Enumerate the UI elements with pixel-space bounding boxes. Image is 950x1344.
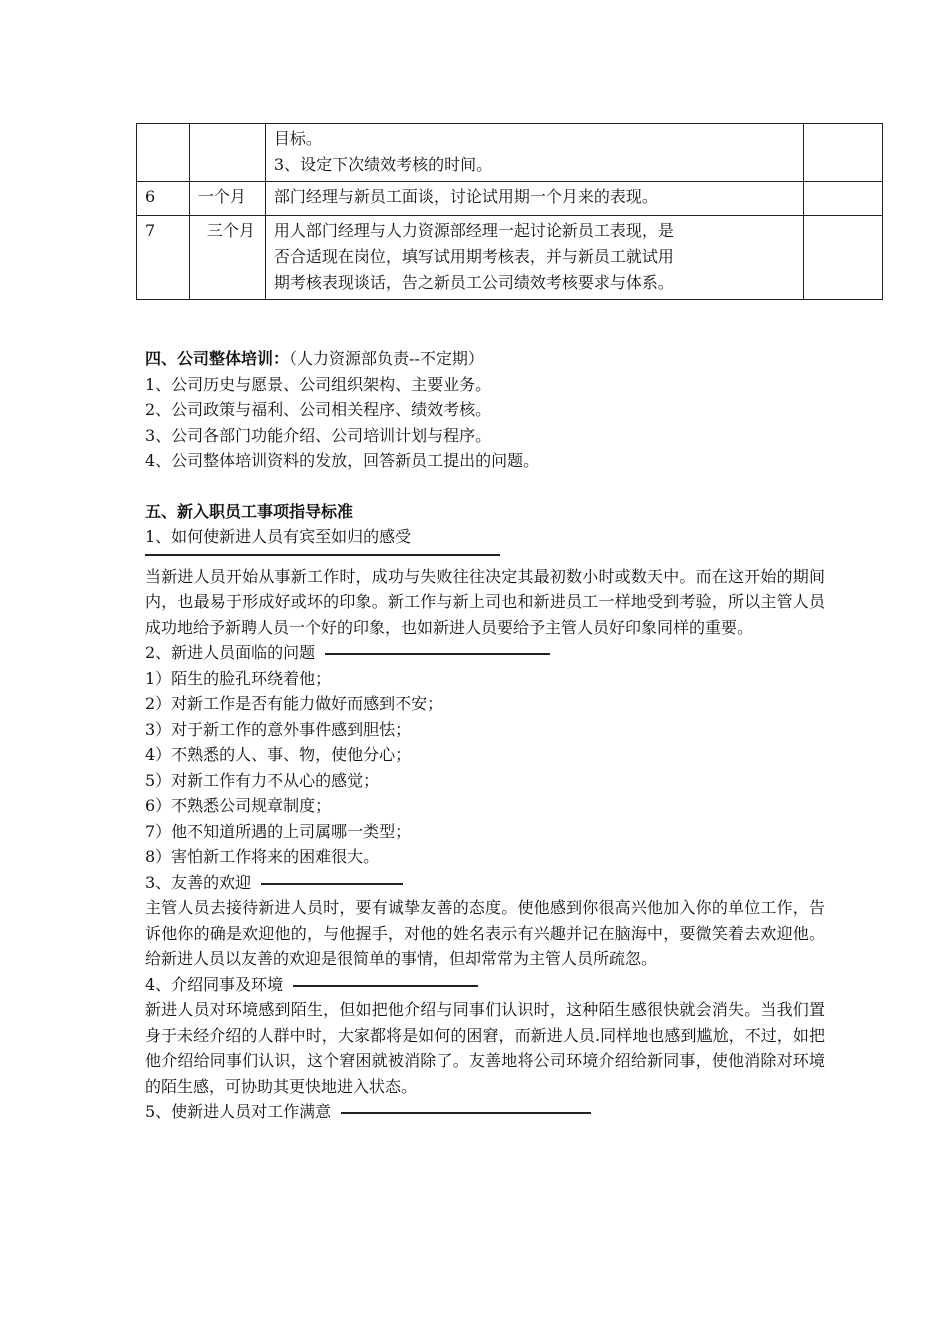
list-item: 8）害怕新工作将来的困难很大。 bbox=[145, 847, 380, 866]
onboarding-schedule-table bbox=[136, 123, 883, 300]
row-period: 三个月 bbox=[189, 216, 265, 300]
paragraph-3: 主管人员去接待新进人员时，要有诚挚友善的态度。使他感到你很高兴他加入你的单位工作，告诉他你的确是欢迎他的，与他握手，对他的姓名表示有兴趣并记在脑海中，要微笑着去欢迎他。给新进人员以友善的欢迎是很简单的事情，但却常常为主管人员所疏忽。 bbox=[145, 898, 825, 968]
list-item: 1、公司历史与愿景、公司组织架构、主要业务。 bbox=[145, 374, 492, 394]
list-item: 2、公司政策与福利、公司相关程序、绩效考核。 bbox=[145, 400, 492, 419]
row-note bbox=[803, 124, 882, 182]
list-item: 1）陌生的脸孔环绕着他； bbox=[145, 668, 332, 688]
paragraph-4: 新进人员对环境感到陌生，但如把他介绍与同事们认识时，这种陌生感很快就会消失。当我们置身于未经介绍的人群中时，大家都将是如何的困窘，而新进人员.同样地也感到尴尬，不过，如把他介绍给同事们认识，这个窘困就被消除了。友善地将公司环境介绍给新同事，使他消除对环境的陌生感，可协助其更快地进入状态。 bbox=[145, 1000, 825, 1096]
row-note bbox=[803, 216, 882, 300]
list-item: 7）他不知道所遇的上司属哪一类型； bbox=[145, 821, 412, 841]
list-item: 4、公司整体培训资料的发放，回答新员工提出的问题。 bbox=[145, 451, 540, 470]
subheading-5 bbox=[145, 1099, 825, 1125]
paragraph-1: 当新进人员开始从事新工作时，成功与失败往往决定其最初数小时或数天中。而在这开始的期间内，也最易于形成好或坏的印象。新工作与新上司也和新进员工一样地受到考验，所以主管人员成功地给予新聘人员一个好的印象，也如新进人员要给予主管人员好印象同样的重要。 bbox=[145, 566, 825, 637]
underline-rule bbox=[145, 550, 825, 564]
underline-rule bbox=[293, 985, 478, 987]
subheading-2-text: 2、新进人员面临的问题 bbox=[145, 643, 316, 662]
subheading-3-text: 3、友善的欢迎 bbox=[145, 872, 252, 892]
row-number bbox=[137, 124, 190, 182]
row-period bbox=[189, 124, 265, 182]
row-content bbox=[265, 182, 803, 216]
content-line: 否合适现在岗位，填写试用期考核表，并与新员工就试用 bbox=[273, 247, 674, 266]
table-row bbox=[137, 182, 883, 216]
row-content bbox=[265, 216, 803, 300]
list-item: 2）对新工作是否有能力做好而感到不安； bbox=[145, 694, 444, 713]
table-row bbox=[137, 216, 883, 300]
table-row bbox=[137, 124, 883, 182]
underline-rule bbox=[261, 883, 403, 885]
content-line: 用人部门经理与人力资源部经理一起讨论新员工表现，是 bbox=[273, 221, 674, 240]
list-item: 6）不熟悉公司规章制度； bbox=[145, 796, 332, 815]
content-line: 部门经理与新员工面谈，讨论试用期一个月来的表现。 bbox=[273, 187, 658, 206]
section-5-heading: 五、新入职员工事项指导标准 bbox=[145, 501, 354, 521]
row-number: 6 bbox=[137, 182, 190, 216]
subheading-3 bbox=[145, 870, 825, 896]
section-4-heading bbox=[145, 346, 825, 372]
row-note bbox=[803, 182, 882, 216]
subheading-1: 1、如何使新进人员有宾至如归的感受 bbox=[145, 527, 412, 546]
content-line: 期考核表现谈话，告之新员工公司绩效考核要求与体系。 bbox=[273, 273, 674, 292]
list-item: 3、公司各部门功能介绍、公司培训计划与程序。 bbox=[145, 425, 492, 445]
row-number: 7 bbox=[137, 216, 190, 300]
subheading-5-text: 5、使新进人员对工作满意 bbox=[145, 1102, 332, 1121]
row-content bbox=[265, 124, 803, 182]
subheading-4 bbox=[145, 972, 825, 998]
section-4-note: （人力资源部负责--不定期） bbox=[289, 349, 484, 368]
underline-rule bbox=[341, 1112, 591, 1114]
content-line: 目标。 bbox=[273, 129, 322, 148]
subheading-4-text: 4、介绍同事及环境 bbox=[145, 974, 284, 994]
section-4-title: 四、公司整体培训： bbox=[145, 349, 290, 368]
row-period: 一个月 bbox=[189, 182, 265, 216]
list-item: 4）不熟悉的人、事、物，使他分心； bbox=[145, 745, 412, 764]
body-text bbox=[145, 346, 825, 1125]
underline-rule bbox=[325, 653, 550, 655]
subheading-2 bbox=[145, 640, 825, 666]
list-item: 3）对于新工作的意外事件感到胆怯； bbox=[145, 719, 412, 739]
content-line: 3、设定下次绩效考核的时间。 bbox=[273, 155, 493, 174]
list-item: 5）对新工作有力不从心的感觉； bbox=[145, 770, 380, 790]
